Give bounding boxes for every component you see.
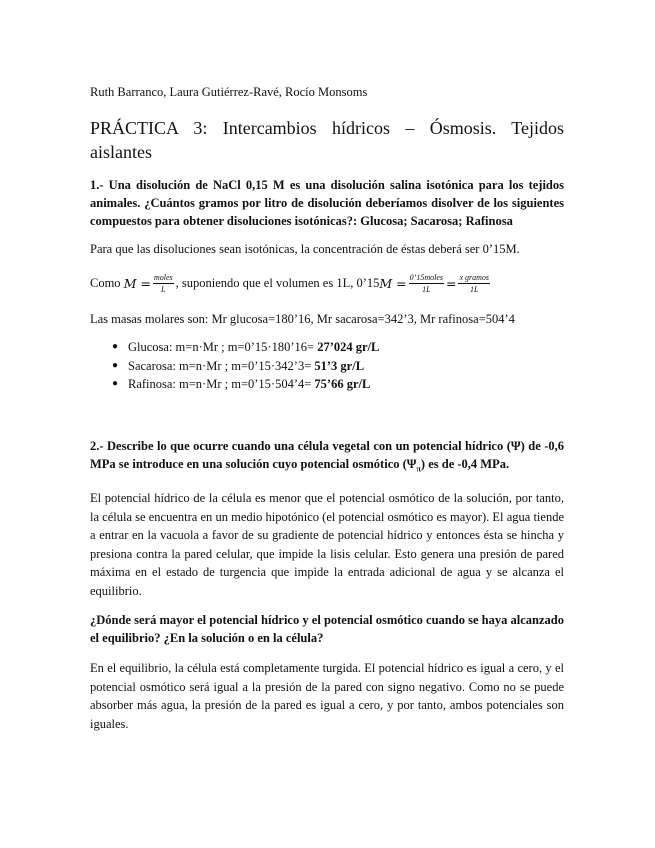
fraction-numerator: moles bbox=[153, 272, 173, 282]
fraction-moles-value bbox=[409, 273, 444, 294]
question-2-subscript: π bbox=[416, 464, 421, 474]
question-2-text-end: ) es de -0,4 MPa. bbox=[420, 457, 510, 471]
fraction-moles-per-liter bbox=[153, 273, 174, 294]
page-title: PRÁCTICA 3: Intercambios hídricos – Ósmosis. Tejidos aislantes bbox=[90, 118, 564, 162]
list-item bbox=[90, 338, 379, 357]
item-text: Sacarosa: m=n·Mr ; m=0’15·342’3= bbox=[128, 358, 312, 373]
bullet-icon: ● bbox=[112, 378, 119, 389]
fraction-numerator: x gramos bbox=[459, 272, 490, 282]
list-item bbox=[90, 357, 379, 376]
question-2-text: 2.- Describe lo que ocurre cuando una célula vegetal con un potencial hídrico (Ψ) de -0,6 MPa se introduce en una solución cuyo potencial osmótico (Ψ bbox=[90, 439, 564, 471]
answer-2b-paragraph: En el equilibrio, la célula está completamente turgida. El potencial hídrico es igual a cero, y el potencial osmótico será igual a la presión de la pared con signo negativo. Como no se puede absorber más agua, la presión de la pared es igual a cero, y por tanto, ambos potenciales son iguales. bbox=[90, 661, 564, 731]
list-item bbox=[90, 375, 379, 394]
item-result: 75’66 gr/L bbox=[314, 377, 371, 391]
fraction-denominator: 1L bbox=[470, 284, 479, 294]
bullet-icon: ● bbox=[112, 359, 119, 371]
question-1: 1.- Una disolución de NaCl 0,15 M es una disolución salina isotónica para los tejidos animales. ¿Cuántos gramos por litro de disolución deberíamos disolver de los siguientes compuestos para obtener disoluciones isotónicas?: Glucosa; Sacarosa; Rafinosa bbox=[90, 178, 564, 228]
formula-equals: = bbox=[445, 275, 457, 291]
formula-m-var: M = bbox=[123, 275, 151, 291]
molarity-formula bbox=[90, 270, 492, 296]
bullet-icon: ● bbox=[112, 341, 119, 352]
item-text: Glucosa: m=n·Mr ; m=0’15·180’16= bbox=[128, 340, 315, 354]
item-result: 51’3 gr/L bbox=[314, 358, 365, 373]
formula-m-var-2: M = bbox=[379, 275, 407, 291]
fraction-denominator: 1L bbox=[422, 284, 431, 294]
formula-prefix: Como bbox=[90, 275, 121, 290]
isotonic-paragraph: Para que las disoluciones sean isotónicas, la concentración de éstas deberá ser 0’15M. bbox=[90, 242, 520, 256]
item-result: 27’024 gr/L bbox=[317, 340, 380, 354]
fraction-numerator: 0’15moles bbox=[409, 272, 443, 282]
question-2b: ¿Dónde será mayor el potencial hídrico y el potencial osmótico cuando se haya alcanzado el equilibrio? ¿En la solución o en la célula? bbox=[90, 613, 564, 645]
results-list bbox=[90, 338, 379, 394]
formula-middle-text: , suponiendo que el volumen es 1L, 0’15 bbox=[175, 275, 380, 290]
authors-line: Ruth Barranco, Laura Gutiérrez-Ravé, Rocío Monsoms bbox=[90, 85, 368, 99]
fraction-grams bbox=[458, 273, 490, 294]
question-2 bbox=[90, 437, 564, 479]
item-text: Rafinosa: m=n·Mr ; m=0’15·504’4= bbox=[128, 377, 312, 391]
fraction-denominator: L bbox=[161, 284, 166, 294]
answer-2-paragraph: El potencial hídrico de la célula es menor que el potencial osmótico de la solución, por tanto, la célula se encuentra en un medio hipotónico (el potencial osmótico es mayor). El agua tiende a entrar en la vacuola a favor de su gradiente de potencial hídrico y entonces ésta se hincha y presiona contra la pared celular, que impide la lisis celular. Esto genera una presión de pared máxima en el estado de turgencia que impide la entrada adicional de agua y se alcanza el equilibrio. bbox=[90, 491, 564, 598]
molar-masses-line: Las masas molares son: Mr glucosa=180’16, Mr sacarosa=342’3, Mr rafinosa=504’4 bbox=[90, 312, 515, 326]
